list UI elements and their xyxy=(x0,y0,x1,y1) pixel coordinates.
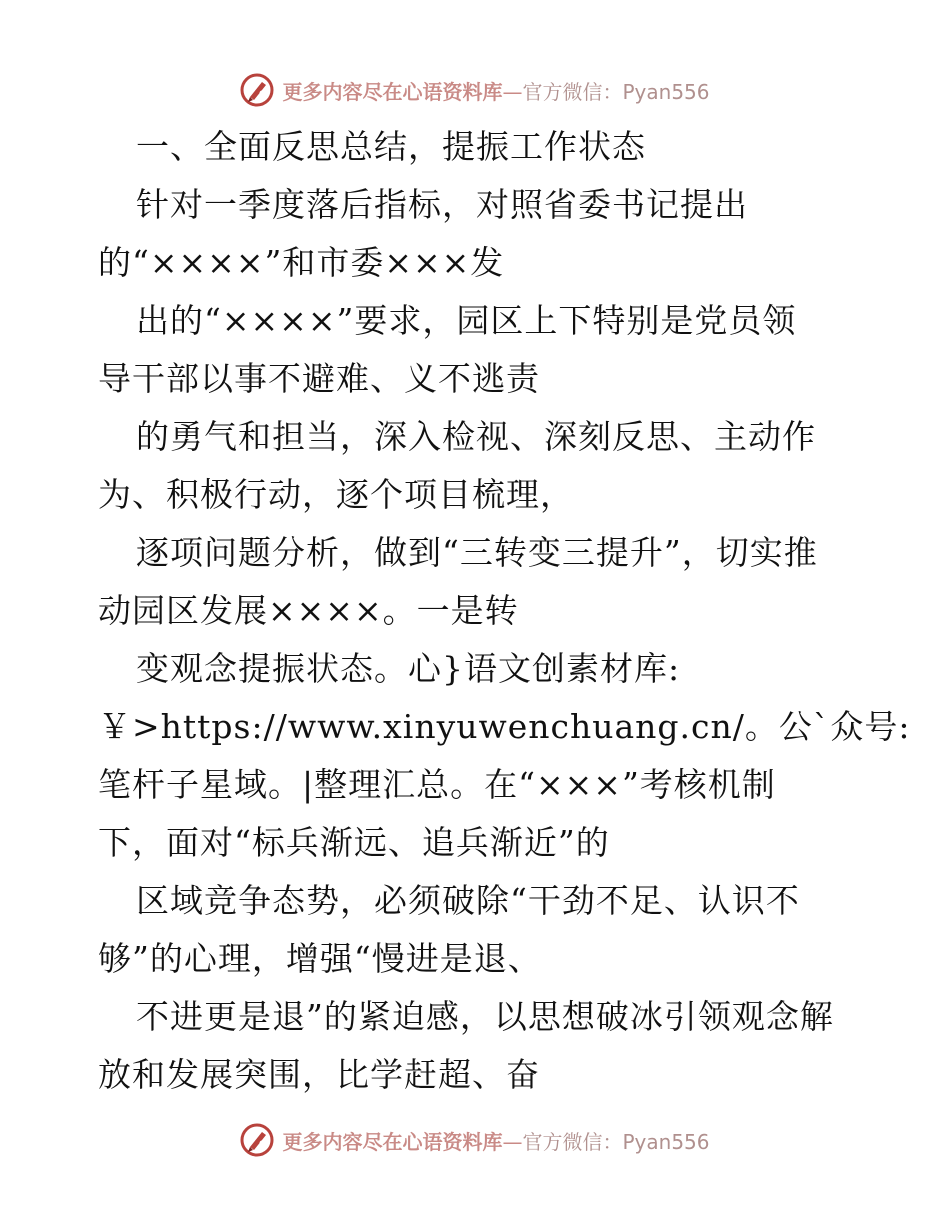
text-line: 一、全面反思总结，提振工作状态 xyxy=(136,127,646,166)
text-line: 的“××××”和市委×××发 xyxy=(98,243,505,282)
text-line: 动园区发展××××。一是转 xyxy=(98,591,519,630)
document-body xyxy=(98,118,911,1104)
watermark-text xyxy=(282,76,709,105)
text-line: 够”的心理，增强“慢进是退、 xyxy=(98,939,542,978)
watermark-text xyxy=(282,1126,709,1155)
text-line: 导干部以事不避难、义不逃责 xyxy=(98,359,540,398)
text-line: ￥>https://www.xinyuwenchuang.cn/。公`众号: xyxy=(98,707,911,746)
text-line: 变观念提振状态。心}语文创素材库: xyxy=(136,649,681,688)
pen-logo-icon xyxy=(240,73,274,107)
watermark-wechat-label: 官方微信： xyxy=(522,79,623,104)
text-line: 的勇气和担当，深入检视、深刻反思、主动作 xyxy=(136,417,816,456)
watermark-dash: — xyxy=(502,79,523,104)
watermark-header xyxy=(0,68,950,112)
text-line: 针对一季度落后指标，对照省委书记提出 xyxy=(136,185,748,224)
text-line: 放和发展突围，比学赶超、奋 xyxy=(98,1055,540,1094)
watermark-brand: 更多内容尽在心语资料库 xyxy=(282,79,503,104)
text-line: 逐项问题分析，做到“三转变三提升”，切实推 xyxy=(136,533,818,572)
watermark-wechat-label: 官方微信： xyxy=(522,1129,623,1154)
text-line: 笔杆子星域。|整理汇总。在“×××”考核机制 xyxy=(98,765,776,804)
text-line: 区域竞争态势，必须破除“干劲不足、认识不 xyxy=(136,881,800,920)
text-line: 不进更是退”的紧迫感，以思想破冰引领观念解 xyxy=(136,997,834,1036)
text-line: 下，面对“标兵渐远、追兵渐近”的 xyxy=(98,823,610,862)
watermark-footer xyxy=(0,1118,950,1162)
watermark-dash: — xyxy=(502,1129,523,1154)
watermark-brand: 更多内容尽在心语资料库 xyxy=(282,1129,503,1154)
pen-logo-icon xyxy=(240,1123,274,1157)
watermark-wechat-id: Pyan556 xyxy=(622,79,710,104)
text-line: 为、积极行动，逐个项目梳理， xyxy=(98,475,574,514)
text-line: 出的“××××”要求，园区上下特别是党员领 xyxy=(136,301,797,340)
watermark-wechat-id: Pyan556 xyxy=(622,1129,710,1154)
